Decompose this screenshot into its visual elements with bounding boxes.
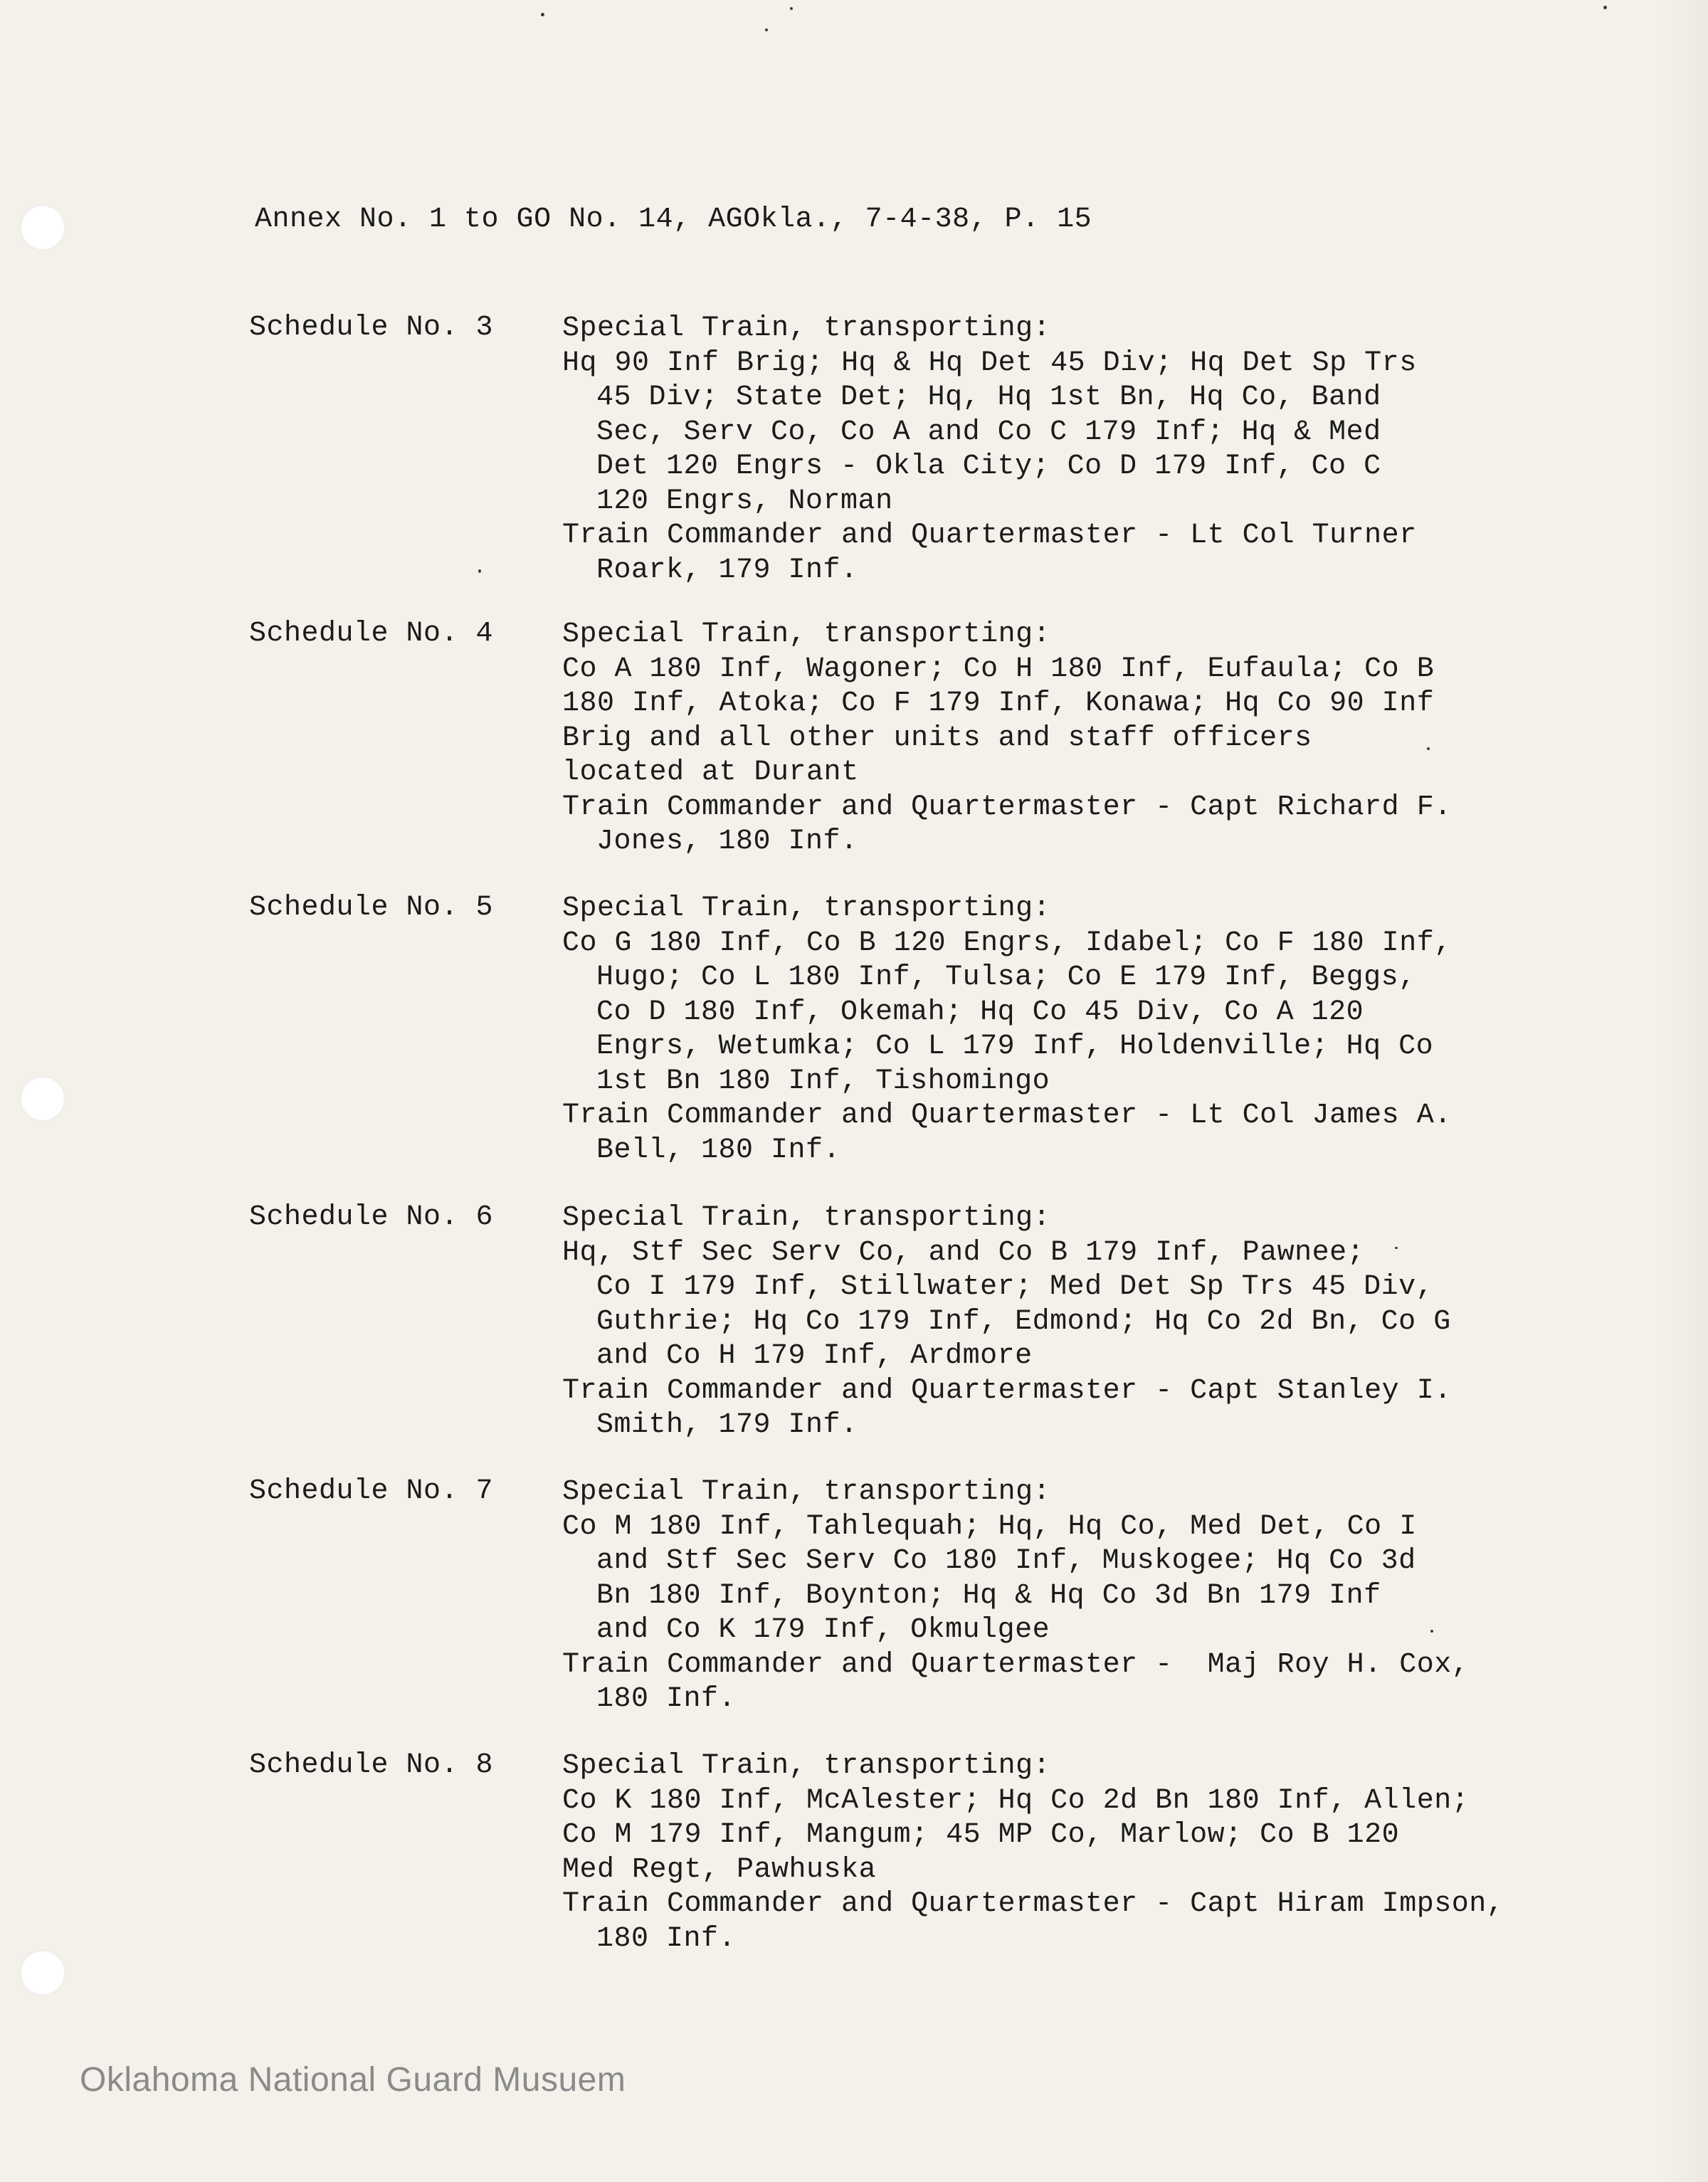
schedule-detail-line: Train Commander and Quartermaster - Maj Roy H. Cox, [562,1648,1470,1681]
schedule-heading-line: Special Train, transporting: [562,1750,1051,1782]
schedule-detail-line: 1st Bn 180 Inf, Tishomingo [596,1065,1050,1097]
schedule-details [562,892,1487,1168]
schedule-detail-line: located at Durant [562,757,859,789]
schedule-number-label: Schedule No. 4 [249,618,494,650]
schedule-detail-line: Co D 180 Inf, Okemah; Hq Co 45 Div, Co A 120 [596,996,1364,1028]
schedule-detail-line: Sec, Serv Co, Co A and Co C 179 Inf; Hq & Med [596,416,1381,448]
schedule-heading-line: Special Train, transporting: [562,892,1051,924]
schedule-number-label: Schedule No. 3 [249,312,494,344]
schedule-detail-line: Med Regt, Pawhuska [562,1853,877,1886]
schedule-number-label: Schedule No. 5 [249,892,494,924]
paper-speck [478,569,481,573]
schedule-detail-line: 180 Inf. [596,1922,737,1955]
schedule-detail-line: Co K 180 Inf, McAlester; Hq Co 2d Bn 180 Inf, Allen; [562,1784,1470,1817]
schedule-detail-line: Co A 180 Inf, Wagoner; Co H 180 Inf, Eufaula; Co B [562,653,1435,685]
paper-speck [1603,6,1607,9]
schedule-heading-line: Special Train, transporting: [562,1476,1051,1508]
paper-speck [541,13,544,16]
schedule-detail-line: Engrs, Wetumka; Co L 179 Inf, Holdenville; Hq Co [596,1031,1434,1063]
schedule-detail-line: and Co K 179 Inf, Okmulgee [596,1614,1050,1646]
schedule-detail-line: 180 Inf. [596,1683,737,1715]
schedule-detail-line: Bn 180 Inf, Boynton; Hq & Hq Co 3d Bn 179 Inf [596,1579,1381,1612]
schedule-detail-line: Det 120 Engrs - Okla City; Co D 179 Inf, Co C [596,450,1381,483]
schedule-detail-line: 180 Inf, Atoka; Co F 179 Inf, Konawa; Hq Co 90 Inf [562,687,1435,720]
schedule-details [562,1475,1487,1717]
schedule-detail-line: Hq, Stf Sec Serv Co, and Co B 179 Inf, Pawnee; [562,1236,1365,1269]
schedule-heading-line: Special Train, transporting: [562,618,1051,650]
annex-reference-header: Annex No. 1 to GO No. 14, AGOkla., 7-4-38, P. 15 [255,204,1092,236]
schedule-detail-line: Train Commander and Quartermaster - Capt Hiram Impson, [562,1888,1504,1920]
schedule-details [562,1749,1504,1956]
schedule-heading-line: Special Train, transporting: [562,1202,1051,1234]
binder-hole-middle [20,1076,65,1122]
schedule-detail-line: Jones, 180 Inf. [596,826,858,858]
schedule-detail-line: Brig and all other units and staff officers [562,722,1312,754]
binder-hole-top [20,205,65,251]
schedule-detail-line: Smith, 179 Inf. [596,1409,858,1441]
schedule-detail-line: Co I 179 Inf, Stillwater; Med Det Sp Trs 45 Div, [596,1271,1434,1303]
schedule-heading-line: Special Train, transporting: [562,312,1051,344]
schedule-number-label: Schedule No. 7 [249,1475,494,1507]
schedule-detail-line: Roark, 179 Inf. [596,554,858,586]
paper-speck [765,28,768,31]
schedule-detail-line: Train Commander and Quartermaster - Capt Stanley I. [562,1374,1452,1407]
schedule-number-label: Schedule No. 6 [249,1201,494,1233]
schedule-number-label: Schedule No. 8 [249,1749,494,1781]
schedule-details [562,618,1487,860]
schedule-detail-line: and Co H 179 Inf, Ardmore [596,1340,1033,1372]
schedule-details [562,312,1487,588]
paper-speck [790,7,793,10]
schedule-details [562,1201,1487,1443]
schedule-detail-line: Bell, 180 Inf. [596,1134,841,1166]
schedule-detail-line: and Stf Sec Serv Co 180 Inf, Muskogee; Hq Co 3d [596,1545,1416,1577]
schedule-detail-line: Co M 180 Inf, Tahlequah; Hq, Hq Co, Med Det, Co I [562,1510,1417,1543]
schedule-detail-line: Co M 179 Inf, Mangum; 45 MP Co, Marlow; Co B 120 [562,1819,1400,1851]
schedule-detail-line: Hq 90 Inf Brig; Hq & Hq Det 45 Div; Hq Det Sp Trs [562,347,1417,379]
museum-watermark: Oklahoma National Guard Musuem [80,2061,626,2099]
schedule-detail-line: Guthrie; Hq Co 179 Inf, Edmond; Hq Co 2d Bn, Co G [596,1305,1451,1338]
schedule-detail-line: Train Commander and Quartermaster - Capt Richard F. [562,791,1452,823]
schedule-detail-line: Co G 180 Inf, Co B 120 Engrs, Idabel; Co F 180 Inf, [562,927,1452,959]
schedule-detail-line: 120 Engrs, Norman [596,485,893,517]
schedule-detail-line: Train Commander and Quartermaster - Lt Col Turner [562,520,1417,552]
schedule-detail-line: Hugo; Co L 180 Inf, Tulsa; Co E 179 Inf, Beggs, [596,961,1416,994]
page-edge-shadow [1658,0,1708,2182]
schedule-detail-line: 45 Div; State Det; Hq, Hq 1st Bn, Hq Co, Band [596,381,1381,413]
schedule-detail-line: Train Commander and Quartermaster - Lt Col James A. [562,1100,1452,1132]
binder-hole-bottom [20,1950,65,1996]
